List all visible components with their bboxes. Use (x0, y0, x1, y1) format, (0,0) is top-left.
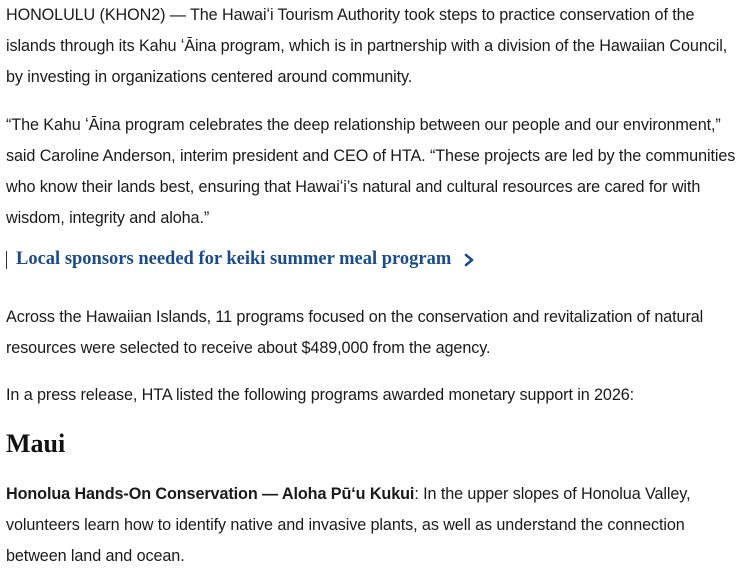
related-story-link[interactable] (6, 244, 475, 275)
chevron-right-icon[interactable] (463, 253, 475, 267)
program-entry (6, 479, 748, 572)
programs-summary-paragraph: Across the Hawaiian Islands, 11 programs focused on the conservation and revitalization of natural resources were selected to receive about $489,000 from the agency. (6, 308, 704, 357)
quote-paragraph: “The Kahu ʻĀina program celebrates the deep relationship between our people and our environment,” said Caroline Anderson, interim president and CEO of HTA. “These projects are led by the communities who know their lands best, ensuring that Hawaiʻi’s natural and cultural resources are cared for with wisdom, integrity and aloha.” (6, 116, 736, 227)
related-story-title[interactable]: Local sponsors needed for keiki summer meal program (16, 249, 452, 269)
related-separator-bar (6, 251, 7, 269)
press-release-paragraph: In a press release, HTA listed the following programs awarded monetary support in 2026: (6, 386, 635, 404)
program-name: Honolua Hands-On Conservation — Aloha Pūʻu Kukui (6, 485, 415, 503)
section-heading-maui: Maui (6, 429, 66, 458)
program-separator: : (414, 485, 419, 503)
intro-paragraph: HONOLULU (KHON2) — The Hawaiʻi Tourism Authority took steps to practice conservation of the islands through its Kahu ʻĀina program, which is in partnership with a division of the Hawaiian Council, by investing in organizations centered around community. (6, 6, 728, 86)
program-description: In the upper slopes of Honolua Valley, volunteers learn how to identify native and invasive plants, as well as understand the connection between land and ocean. (6, 485, 691, 565)
